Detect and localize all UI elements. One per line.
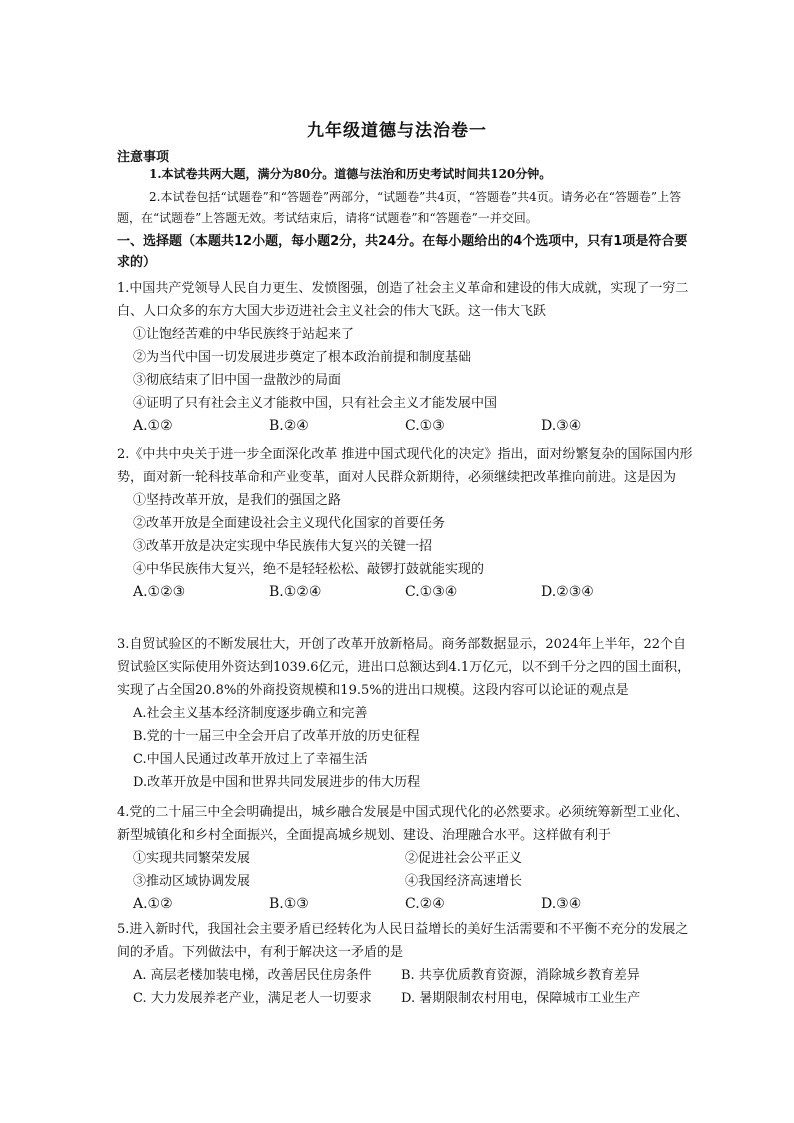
notice-item-2: 2.本试卷包括“试题卷”和“答题卷”两部分，“试题卷”共4页，“答题卷”共4页。请务必在“答题卷”上答题，在“试题卷”上答题无效。考试结束后，请将“试题卷”和“答题卷”一并交回。 bbox=[117, 190, 682, 225]
statement-option: ③改革开放是决定实现中华民族伟大复兴的关键一招 bbox=[133, 539, 433, 554]
section-heading: 一、选择题（本题共12小题，每小题2分，共24分。在每小题给出的4个选项中，只有1项是符合要求的） bbox=[117, 234, 688, 270]
answer-options-grid bbox=[133, 964, 697, 1010]
statement-option: ②促进社会公平正义 bbox=[405, 851, 523, 866]
answer-option: D.改革开放是中国和世界共同发展进步的伟大历程 bbox=[133, 775, 421, 790]
choice-c: C.②④ bbox=[405, 896, 445, 912]
statement-option: ④证明了只有社会主义才能救中国，只有社会主义才能发展中国 bbox=[133, 396, 498, 411]
question-2 bbox=[117, 443, 697, 604]
choice-b: B.①③ bbox=[269, 896, 309, 912]
statement-grid bbox=[133, 847, 697, 893]
answer-option: B.党的十一届三中全会开启了改革开放的历史征程 bbox=[133, 729, 420, 744]
statement-option: ①坚持改革开放，是我们的强国之路 bbox=[133, 493, 342, 508]
question-1 bbox=[117, 277, 697, 438]
question-4 bbox=[117, 801, 697, 916]
choice-a: A.①② bbox=[133, 418, 173, 434]
answer-option: A.社会主义基本经济制度逐步确立和完善 bbox=[133, 706, 368, 721]
question-stem: 3.自贸试验区的不断发展壮大，开创了改革开放新格局。商务部数据显示，2024年上半年，22个自贸试验区实际使用外资达到1039.6亿元，进出口总额达到4.1万亿元，以不到千分之四的国土面积，实现了占全国20.8%的外商投资规模和19.5%的进出口规模。这段内容可以论证的观点是 bbox=[117, 637, 691, 698]
statement-option: ②改革开放是全面建设社会主义现代化国家的首要任务 bbox=[133, 516, 446, 531]
choice-a: A.①②③ bbox=[133, 584, 186, 600]
answer-choices bbox=[133, 581, 697, 604]
choice-b: B.②④ bbox=[269, 418, 309, 434]
statement-option: ②为当代中国一切发展进步奠定了根本政治前提和制度基础 bbox=[133, 350, 472, 365]
statement-option: ①让饱经苦难的中华民族终于站起来了 bbox=[133, 327, 355, 342]
answer-option: C.中国人民通过改革开放过上了幸福生活 bbox=[133, 752, 368, 767]
question-stem: 5.进入新时代，我国社会主要矛盾已经转化为人民日益增长的美好生活需要和不平衡不充分的发展之间的矛盾。下列做法中，有利于解决这一矛盾的是 bbox=[117, 922, 689, 960]
statement-option: ①实现共同繁荣发展 bbox=[133, 851, 251, 866]
answer-option: C. 大力发展养老产业，满足老人一切要求 bbox=[133, 991, 372, 1006]
answer-option: B. 共享优质教育资源，消除城乡教育差异 bbox=[401, 968, 640, 983]
statement-option: ④我国经济高速增长 bbox=[405, 874, 523, 889]
choice-d: D.③④ bbox=[541, 896, 582, 912]
choice-b: B.①②④ bbox=[269, 584, 322, 600]
question-5 bbox=[117, 918, 697, 1010]
choice-c: C.①③ bbox=[405, 418, 445, 434]
choice-c: C.①③④ bbox=[405, 584, 458, 600]
question-3 bbox=[117, 633, 697, 794]
choice-a: A.①② bbox=[133, 896, 173, 912]
answer-option: D. 暑期限制农村用电，保障城市工业生产 bbox=[401, 991, 641, 1006]
choice-d: D.③④ bbox=[541, 418, 582, 434]
answer-option: A. 高层老楼加装电梯，改善居民住房条件 bbox=[133, 968, 372, 983]
statement-option: ④中华民族伟大复兴，绝不是轻轻松松、敲锣打鼓就能实现的 bbox=[133, 562, 485, 577]
statement-option: ③彻底结束了旧中国一盘散沙的局面 bbox=[133, 373, 342, 388]
answer-choices bbox=[133, 893, 697, 916]
choice-d: D.②③④ bbox=[541, 584, 594, 600]
page-title: 九年级道德与法治卷一 bbox=[307, 121, 487, 141]
notice-heading: 注意事项 bbox=[117, 150, 170, 165]
question-stem: 1.中国共产党领导人民自力更生、发愤图强，创造了社会主义革命和建设的伟大成就，实现了一穷二白、人口众多的东方大国大步迈进社会主义社会的伟大飞跃。这一伟大飞跃 bbox=[117, 281, 689, 319]
question-stem: 4.党的二十届三中全会明确提出，城乡融合发展是中国式现代化的必然要求。必须统筹新型工业化、新型城镇化和乡村全面振兴，全面提高城乡规划、建设、治理融合水平。这样做有利于 bbox=[117, 805, 689, 843]
question-stem: 2.《中共中央关于进一步全面深化改革 推进中国式现代化的决定》指出，面对纷繁复杂的国际国内形势，面对新一轮科技革命和产业变革，面对人民群众新期待，必须继续把改革推向前进。这是因为 bbox=[117, 447, 693, 485]
answer-choices bbox=[133, 415, 697, 438]
statement-option: ③推动区域协调发展 bbox=[133, 874, 251, 889]
notice-item-1: 1.本试卷共两大题，满分为80分。道德与法治和历史考试时间共120分钟。 bbox=[149, 167, 552, 181]
